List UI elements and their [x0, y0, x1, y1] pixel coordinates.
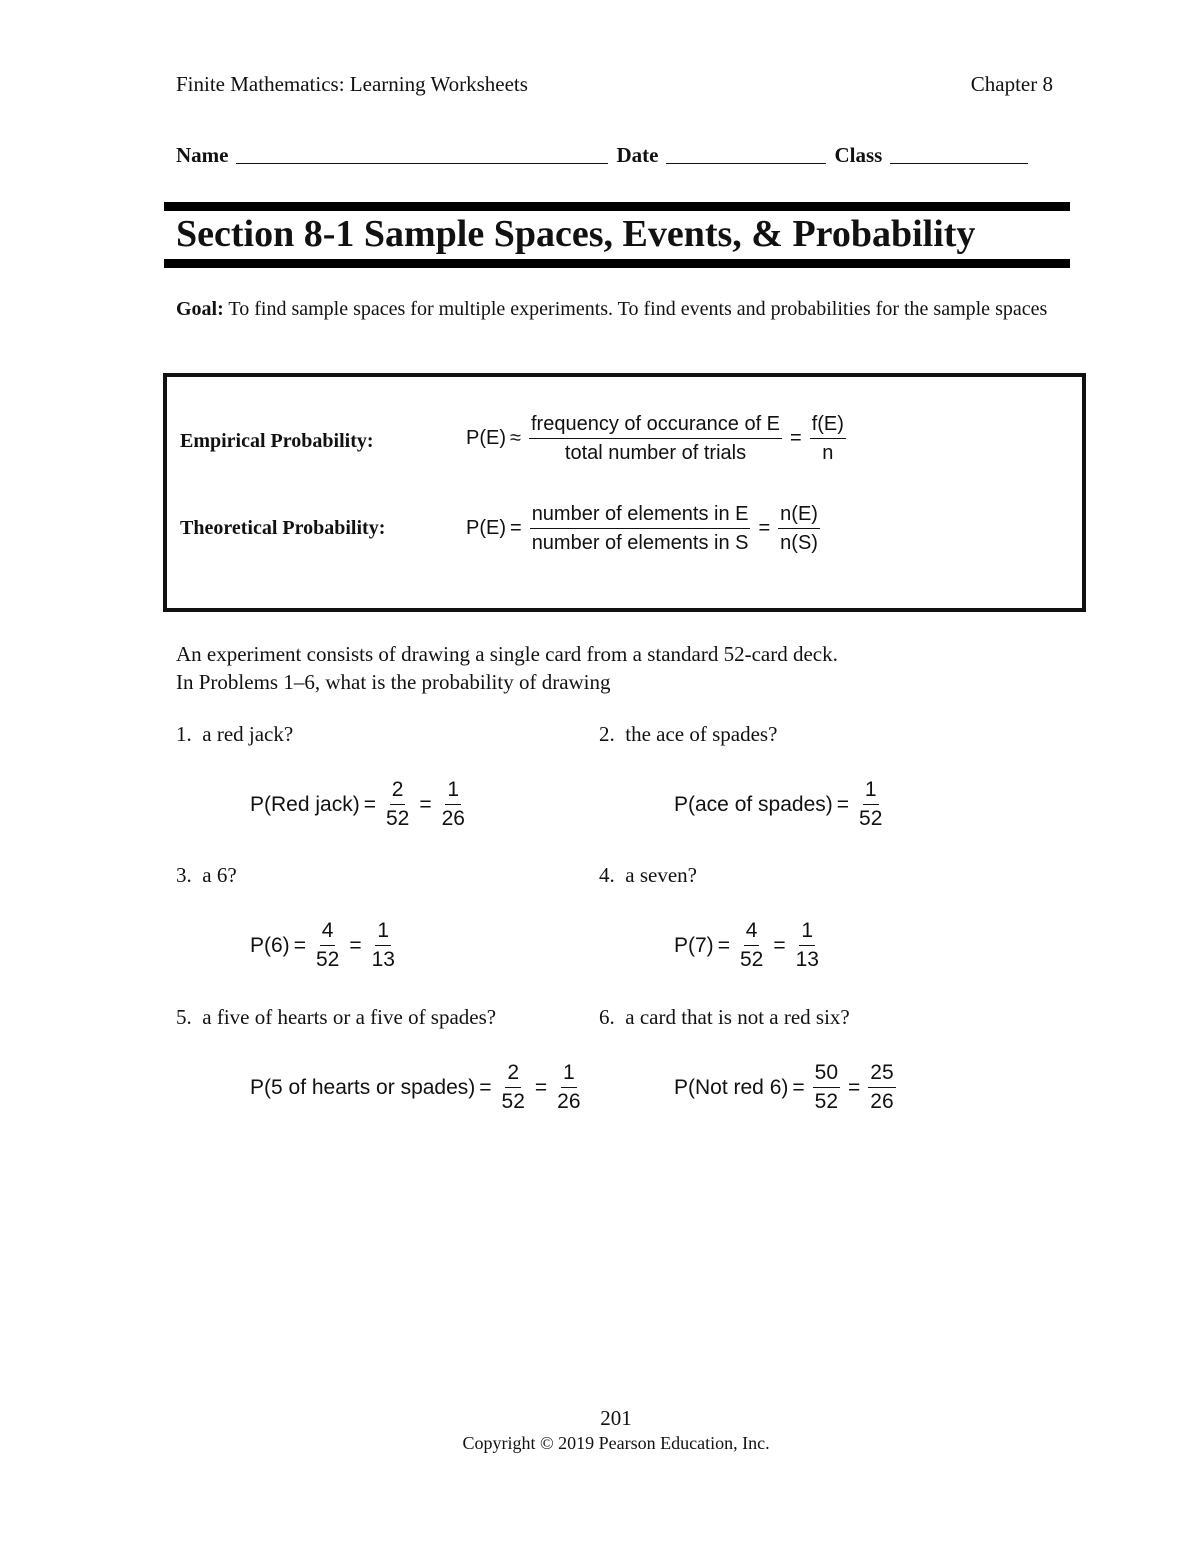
empirical-numerator-symbol: f(E) [810, 412, 846, 439]
answer-4 [674, 919, 825, 972]
fraction-numerator: 1 [863, 778, 879, 805]
problem-4 [599, 863, 697, 888]
answer-2 [674, 778, 888, 831]
problem-text: a 6? [202, 863, 237, 887]
equals-sign: = [419, 792, 432, 816]
equals-sign: = [836, 792, 850, 816]
class-label: Class [834, 143, 883, 167]
equals-sign: = [792, 1075, 805, 1099]
problems-intro [176, 640, 838, 696]
problem-text: the ace of spades? [625, 722, 778, 746]
equals-sign: = [293, 933, 306, 957]
answer-1 [250, 778, 471, 831]
empirical-denominator: total number of trials [564, 442, 747, 464]
answer-6 [674, 1061, 900, 1114]
fraction-numerator: 1 [799, 919, 815, 946]
fraction-denominator: 52 [501, 1090, 525, 1113]
answer-fraction [555, 1061, 582, 1114]
fraction-denominator: 52 [859, 807, 883, 830]
fraction-denominator: 13 [795, 948, 819, 971]
fraction-numerator: 1 [375, 919, 391, 946]
answer-lhs: P(ace of spades) [674, 792, 833, 816]
answer-lhs: P(Not red 6) [674, 1075, 789, 1099]
fraction-numerator: 4 [320, 919, 336, 946]
fraction-numerator: 25 [868, 1061, 895, 1088]
equals-sign: = [790, 427, 802, 449]
equals-sign: = [534, 1075, 548, 1099]
equals-sign: = [717, 933, 730, 957]
fraction-numerator: 1 [561, 1061, 577, 1088]
answer-5 [250, 1061, 587, 1114]
answer-fraction [813, 1061, 840, 1114]
title-rule-top [164, 202, 1070, 211]
answer-fraction [868, 1061, 895, 1114]
equals-sign: = [510, 517, 522, 539]
answer-lhs: P(7) [674, 933, 714, 957]
answer-fraction [314, 919, 341, 972]
answer-3 [250, 919, 401, 972]
intro-line-2: In Problems 1–6, what is the probability of drawing [176, 670, 611, 694]
date-label: Date [616, 143, 659, 167]
theoretical-numerator: number of elements in E [530, 502, 751, 529]
equals-sign: = [349, 933, 362, 957]
fraction-numerator: 2 [505, 1061, 521, 1088]
theoretical-fraction-symbols [778, 502, 820, 555]
fraction-denominator: 52 [315, 948, 340, 971]
section-title: Section 8-1 Sample Spaces, Events, & Probability [176, 213, 976, 255]
fraction-denominator: 26 [870, 1090, 894, 1113]
chapter-label: Chapter 8 [970, 72, 1053, 96]
equals-sign: = [758, 517, 771, 539]
problem-number: 3. [176, 863, 192, 887]
empirical-fraction-symbols [810, 412, 846, 465]
goal-label: Goal: [176, 298, 224, 320]
problem-3 [176, 863, 237, 888]
book-title: Finite Mathematics: Learning Worksheets [176, 72, 528, 96]
answer-lhs: P(6) [250, 933, 290, 957]
fraction-denominator: 13 [371, 948, 395, 971]
answer-fraction [794, 919, 821, 972]
fraction-denominator: 26 [441, 807, 465, 830]
problem-number: 1. [176, 722, 192, 746]
fraction-numerator: 4 [744, 919, 760, 946]
fraction-numerator: 2 [390, 778, 406, 805]
theoretical-lhs: P(E) [466, 517, 506, 539]
empirical-numerator: frequency of occurance of E [529, 412, 782, 439]
problem-1 [176, 722, 293, 747]
answer-fraction [500, 1061, 527, 1114]
empirical-denominator-symbol: n [822, 442, 834, 464]
name-blank[interactable] [236, 162, 608, 164]
answer-fraction [370, 919, 397, 972]
problem-number: 2. [599, 722, 615, 746]
answer-lhs: P(5 of hearts or spades) [250, 1075, 476, 1099]
equals-sign: = [479, 1075, 492, 1099]
goal-statement [176, 296, 1056, 323]
empirical-fraction-words [529, 412, 782, 465]
goal-text: To find sample spaces for multiple experiments. To find events and probabilities for the sample spaces [228, 298, 1048, 320]
problem-text: a five of hearts or a five of spades? [202, 1005, 497, 1029]
equals-sign: = [848, 1075, 861, 1099]
fraction-numerator: 50 [813, 1061, 840, 1088]
class-blank[interactable] [890, 162, 1028, 164]
page-number: 201 [600, 1406, 632, 1430]
equals-sign: = [773, 933, 786, 957]
approx-sign: ≈ [510, 427, 521, 449]
student-info-row [176, 143, 1036, 168]
empirical-lhs: P(E) [466, 427, 506, 449]
theoretical-numerator-symbol: n(E) [778, 502, 820, 529]
fraction-denominator: 52 [739, 948, 764, 971]
problem-6 [599, 1005, 850, 1030]
theoretical-formula [466, 502, 824, 555]
fraction-denominator: 52 [814, 1090, 838, 1113]
empirical-formula [466, 412, 850, 465]
theoretical-denominator-symbol: n(S) [780, 532, 818, 554]
formula-box [163, 373, 1086, 612]
answer-fraction [738, 919, 765, 972]
intro-line-1: An experiment consists of drawing a single card from a standard 52-card deck. [176, 642, 838, 666]
problem-number: 6. [599, 1005, 615, 1029]
theoretical-denominator: number of elements in S [531, 532, 749, 554]
problem-text: a card that is not a red six? [625, 1005, 850, 1029]
date-blank[interactable] [666, 162, 826, 164]
answer-fraction [384, 778, 411, 831]
equals-sign: = [363, 792, 376, 816]
problem-number: 4. [599, 863, 615, 887]
title-rule-bottom [164, 259, 1070, 268]
theoretical-fraction-words [530, 502, 751, 555]
answer-lhs: P(Red jack) [250, 792, 360, 816]
fraction-denominator: 26 [557, 1090, 581, 1113]
fraction-denominator: 52 [385, 807, 410, 830]
problem-number: 5. [176, 1005, 192, 1029]
problem-text: a red jack? [202, 722, 294, 746]
problem-text: a seven? [625, 863, 697, 887]
problem-2 [599, 722, 777, 747]
copyright-notice: Copyright © 2019 Pearson Education, Inc. [462, 1433, 770, 1453]
answer-fraction [440, 778, 467, 831]
theoretical-label: Theoretical Probability: [180, 517, 386, 539]
name-label: Name [176, 143, 229, 167]
answer-fraction [857, 778, 884, 831]
problem-5 [176, 1005, 496, 1030]
empirical-label: Empirical Probability: [180, 430, 374, 452]
fraction-numerator: 1 [445, 778, 461, 805]
